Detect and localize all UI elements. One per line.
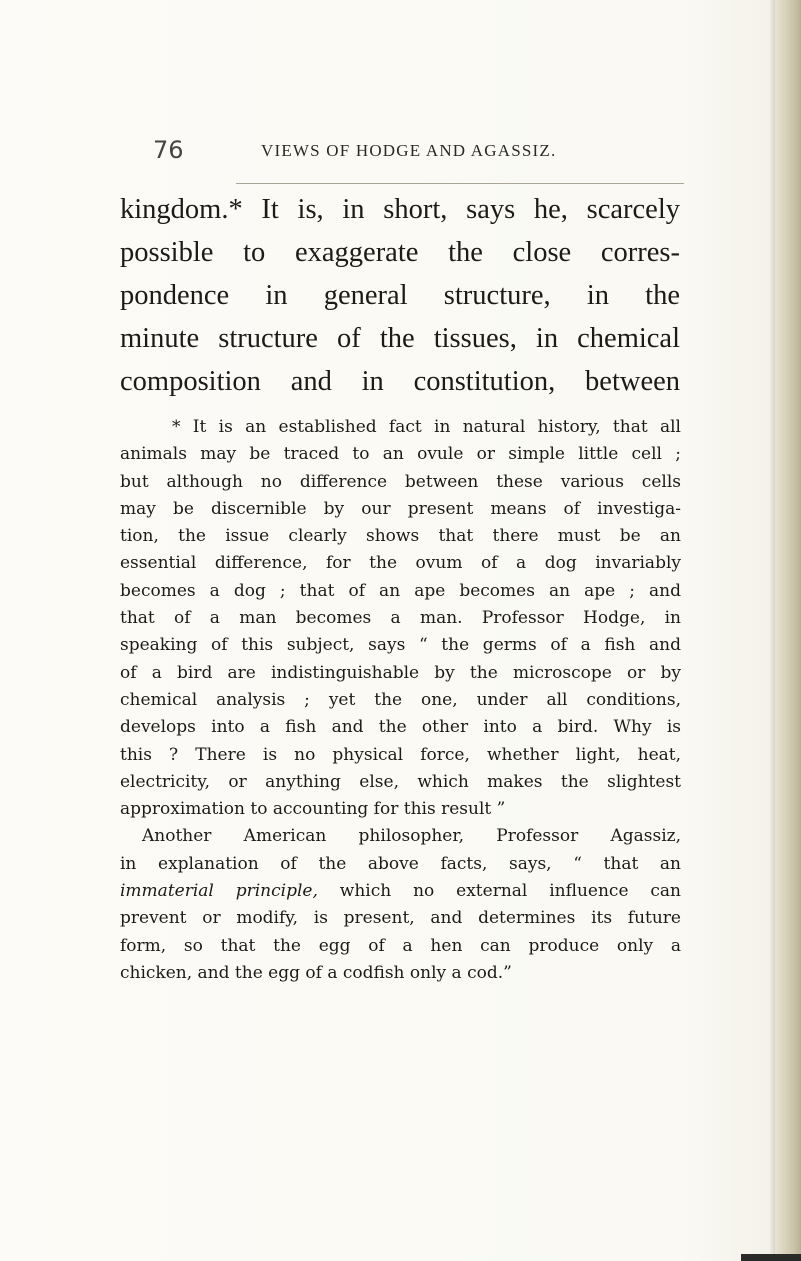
- footnote-line: becomes a dog ; that of an ape becomes an ape ; and: [120, 580, 681, 601]
- footnote-line: [120, 878, 681, 905]
- footnote-line: electricity, or anything else, which makes the slightest: [120, 771, 681, 792]
- footnote-line: form, so that the egg of a hen can produce only a: [120, 935, 681, 956]
- footnote-line: approximation to accounting for this result ”: [120, 799, 506, 820]
- running-head: [153, 136, 713, 166]
- header-rule: [236, 183, 684, 184]
- body-paragraph: [120, 188, 680, 403]
- body-line: possible to exaggerate the close corres-: [120, 237, 680, 268]
- footnote-line: of a bird are indistinguishable by the microscope or by: [120, 662, 681, 683]
- footnote-line: chemical analysis ; yet the one, under all conditions,: [120, 689, 681, 710]
- footnote-line: may be discernible by our present means of investiga-: [120, 498, 681, 519]
- footnote-line: Another American philosopher, Professor Agassiz,: [142, 826, 681, 847]
- page-number: 76: [153, 136, 184, 164]
- running-title: VIEWS OF HODGE AND AGASSIZ.: [261, 141, 557, 160]
- footnote: [120, 414, 681, 987]
- italic-phrase: immaterial principle,: [120, 881, 318, 902]
- body-line: pondence in general structure, in the: [120, 280, 680, 311]
- footnote-line: develops into a fish and the other into a bird. Why is: [120, 717, 681, 738]
- page-edge: [775, 0, 801, 1261]
- footnote-line: * It is an established fact in natural history, that all: [172, 417, 681, 437]
- footnote-line: tion, the issue clearly shows that there must be an: [120, 526, 681, 547]
- footnote-line: in explanation of the above facts, says, “ that an: [120, 853, 681, 874]
- footnote-line: essential difference, for the ovum of a dog invariably: [120, 553, 681, 574]
- footnote-line: animals may be traced to an ovule or simple little cell ;: [120, 444, 681, 465]
- footnote-line-rest: which no external influence can: [339, 881, 682, 902]
- footnote-line: but although no difference between these various cells: [120, 471, 681, 492]
- footnote-line: prevent or modify, is present, and determines its future: [120, 908, 681, 929]
- footnote-line: chicken, and the egg of a codfish only a cod.”: [120, 962, 512, 983]
- footnote-line: speaking of this subject, says “ the germs of a fish and: [120, 635, 681, 656]
- body-line: kingdom.* It is, in short, says he, scarcely: [120, 194, 680, 225]
- footnote-line: that of a man becomes a man. Professor Hodge, in: [120, 608, 681, 629]
- scan-corner-mark: [741, 1254, 801, 1261]
- footnote-line: this ? There is no physical force, whether light, heat,: [120, 744, 681, 765]
- body-line: minute structure of the tissues, in chemical: [120, 323, 680, 354]
- body-line: composition and in constitution, between: [120, 366, 680, 397]
